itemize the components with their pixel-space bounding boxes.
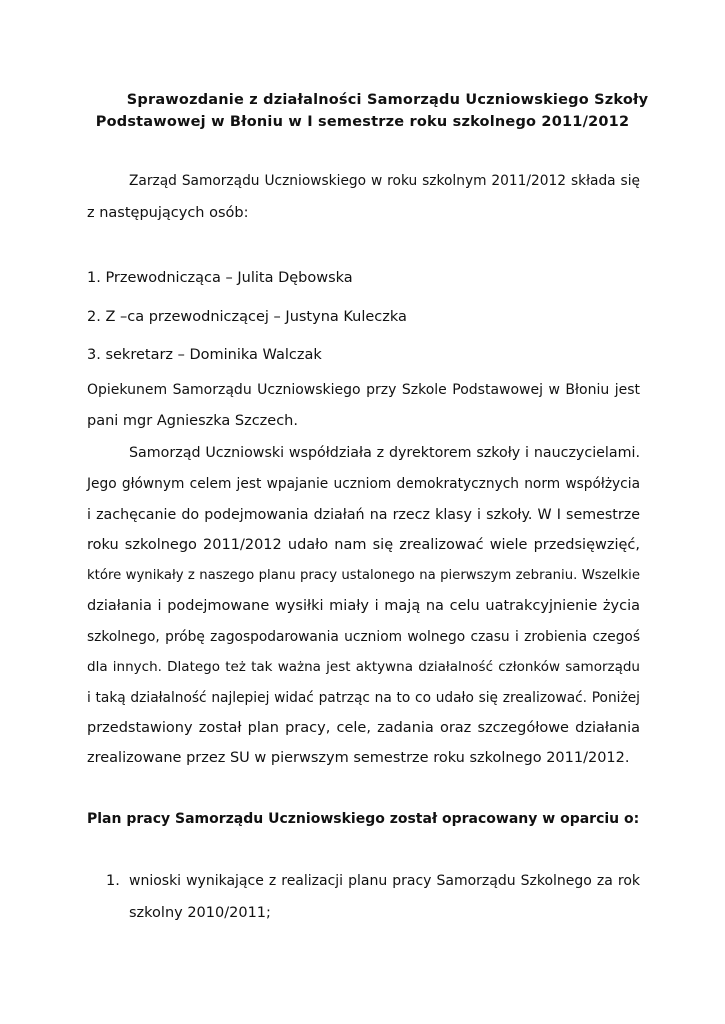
- body-line-9: i taką działalność najlepiej widać patrząc na to co udało się zrealizować. Poniżej: [87, 690, 640, 706]
- intro-line-2: z następujących osób:: [87, 205, 249, 221]
- member-secretary: 3. sekretarz – Dominika Walczak: [87, 347, 322, 363]
- guardian-line-2: pani mgr Agnieszka Szczech.: [87, 413, 298, 429]
- title-line-2: Podstawowej w Błoniu w I semestrze roku szkolnego 2011/2012: [95, 114, 630, 130]
- plan-heading: Plan pracy Samorządu Uczniowskiego został opracowany w oparciu o:: [87, 811, 640, 827]
- guardian-line-1: Opiekunem Samorządu Uczniowskiego przy Szkole Podstawowej w Błoniu jest: [87, 382, 640, 398]
- body-line-2: Jego głównym celem jest wpajanie uczniom demokratycznych norm współżycia: [87, 476, 640, 492]
- body-line-5: które wynikały z naszego planu pracy ustalonego na pierwszym zebraniu. Wszelkie: [87, 568, 640, 583]
- plan-item-number: 1.: [106, 873, 120, 889]
- plan-item-line-1: wnioski wynikające z realizacji planu pracy Samorządu Szkolnego za rok: [129, 873, 640, 889]
- document-title: [0, 89, 725, 133]
- body-line-7: szkolnego, próbę zagospodarowania uczniom wolnego czasu i zrobienia czegoś: [87, 629, 640, 645]
- title-line-1: Sprawozdanie z działalności Samorządu Uczniowskiego Szkoły: [126, 92, 649, 108]
- plan-item-line-2: szkolny 2010/2011;: [129, 905, 271, 921]
- member-chair: 1. Przewodnicząca – Julita Dębowska: [87, 270, 353, 286]
- body-line-10: przedstawiony został plan pracy, cele, zadania oraz szczegółowe działania: [87, 720, 640, 736]
- body-line-11: zrealizowane przez SU w pierwszym semestrze roku szkolnego 2011/2012.: [87, 750, 630, 766]
- body-line-8: dla innych. Dlatego też tak ważna jest aktywna działalność członków samorządu: [87, 659, 640, 675]
- body-line-4: roku szkolnego 2011/2012 udało nam się zrealizować wiele przedsięwzięć,: [87, 537, 640, 553]
- body-line-1: Samorząd Uczniowski współdziała z dyrektorem szkoły i nauczycielami.: [129, 445, 640, 461]
- member-vice-chair: 2. Z –ca przewodniczącej – Justyna Kuleczka: [87, 309, 407, 325]
- intro-line-1: Zarząd Samorządu Uczniowskiego w roku szkolnym 2011/2012 składa się: [129, 173, 640, 189]
- body-line-6: działania i podejmowane wysiłki miały i mają na celu uatrakcyjnienie życia: [87, 598, 640, 614]
- body-line-3: i zachęcanie do podejmowania działań na rzecz klasy i szkoły. W I semestrze: [87, 507, 640, 523]
